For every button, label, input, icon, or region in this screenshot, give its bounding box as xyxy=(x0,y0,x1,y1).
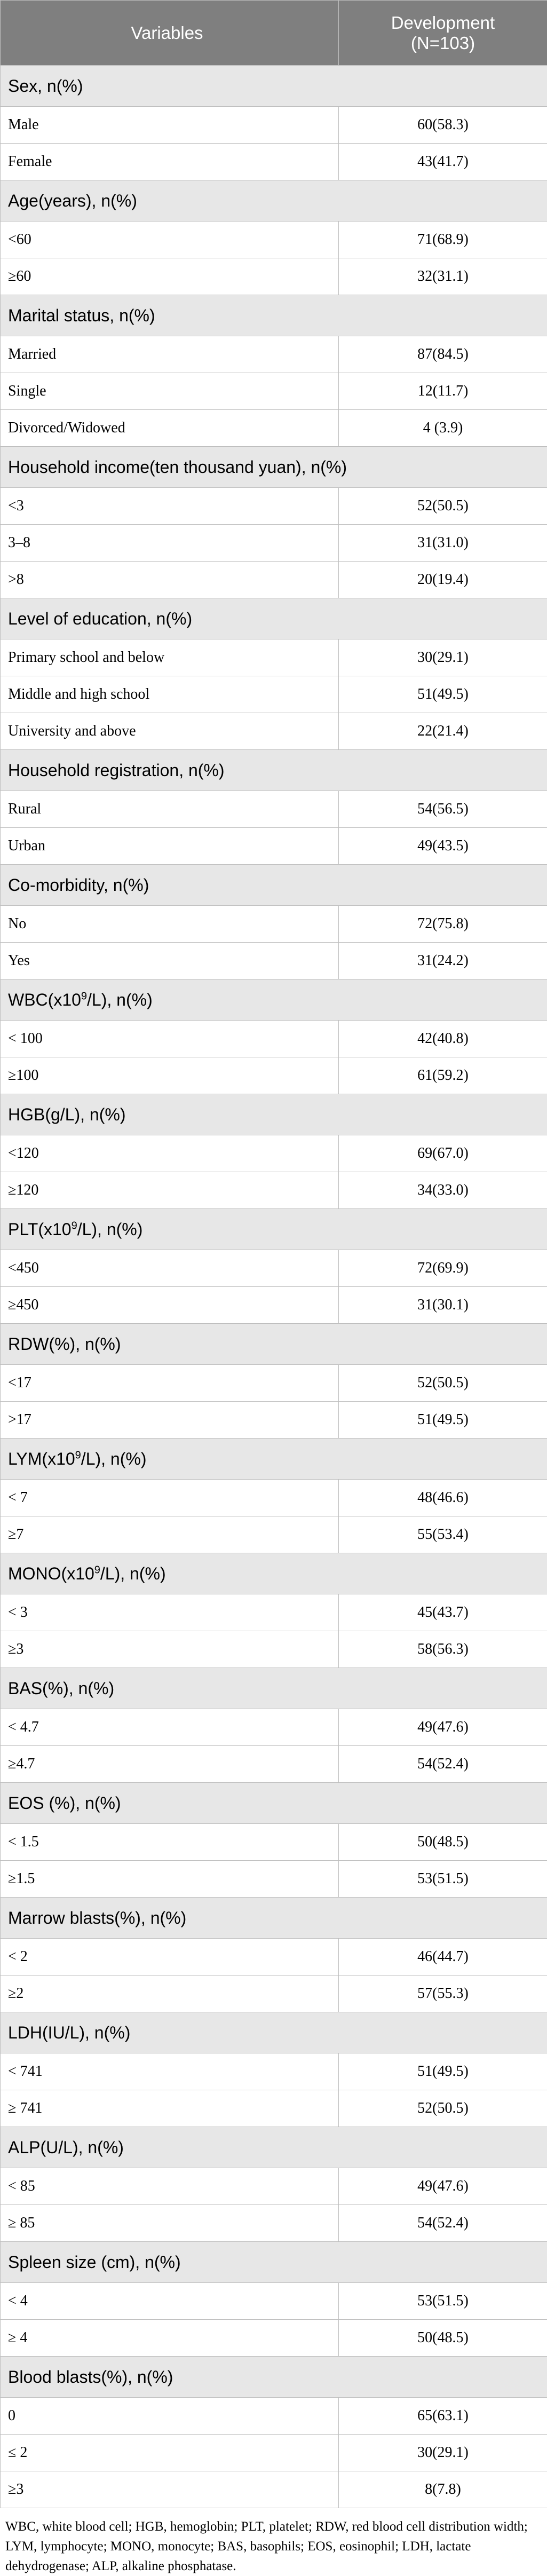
section-row xyxy=(1,2357,547,2398)
row-value: 72(69.9) xyxy=(339,1250,547,1287)
section-title-superscript: 9 xyxy=(75,1449,81,1461)
row-value: 50(48.5) xyxy=(339,2320,547,2357)
row-value: 31(31.0) xyxy=(339,525,547,562)
row-label: <120 xyxy=(1,1135,339,1172)
section-row xyxy=(1,1209,547,1250)
section-row xyxy=(1,1668,547,1709)
row-label: < 4 xyxy=(1,2283,339,2320)
row-value: 69(67.0) xyxy=(339,1135,547,1172)
row-value: 50(48.5) xyxy=(339,1824,547,1861)
row-value: 49(47.6) xyxy=(339,2168,547,2205)
table-row xyxy=(1,828,547,865)
table-row xyxy=(1,1709,547,1746)
table-row xyxy=(1,1824,547,1861)
section-title: Level of education, n(%) xyxy=(1,598,547,639)
table-row xyxy=(1,107,547,144)
table-row xyxy=(1,943,547,979)
table-row xyxy=(1,1746,547,1783)
section-row xyxy=(1,2127,547,2168)
section-title: Spleen size (cm), n(%) xyxy=(1,2242,547,2283)
section-title: ALP(U/L), n(%) xyxy=(1,2127,547,2168)
section-title-post: /L), n(%) xyxy=(77,1220,143,1239)
row-label: Divorced/Widowed xyxy=(1,410,339,447)
section-title: Age(years), n(%) xyxy=(1,180,547,222)
section-title: Sex, n(%) xyxy=(1,66,547,107)
section-row xyxy=(1,66,547,107)
row-label: ≥2 xyxy=(1,1976,339,2012)
row-label: 0 xyxy=(1,2398,339,2435)
row-label: ≥4.7 xyxy=(1,1746,339,1783)
section-row xyxy=(1,598,547,639)
row-label: ≥3 xyxy=(1,2471,339,2508)
row-value: 43(41.7) xyxy=(339,144,547,180)
table-row xyxy=(1,2168,547,2205)
row-label: <450 xyxy=(1,1250,339,1287)
section-title xyxy=(1,1209,547,1250)
row-label: ≥7 xyxy=(1,1516,339,1553)
row-label: Rural xyxy=(1,791,339,828)
row-value: 72(75.8) xyxy=(339,906,547,943)
table-row xyxy=(1,2283,547,2320)
table-row xyxy=(1,713,547,750)
row-label: ≥120 xyxy=(1,1172,339,1209)
table-row xyxy=(1,2090,547,2127)
row-value: 58(56.3) xyxy=(339,1631,547,1668)
row-label: Primary school and below xyxy=(1,639,339,676)
row-value: 55(53.4) xyxy=(339,1516,547,1553)
row-value: 42(40.8) xyxy=(339,1021,547,1057)
table-row xyxy=(1,676,547,713)
row-label: Female xyxy=(1,144,339,180)
row-label: Urban xyxy=(1,828,339,865)
section-title-pre: MONO(x10 xyxy=(8,1564,94,1583)
row-label: <60 xyxy=(1,222,339,258)
row-value: 48(46.6) xyxy=(339,1480,547,1516)
table-row xyxy=(1,2320,547,2357)
section-title: RDW(%), n(%) xyxy=(1,1324,547,1365)
section-title: Household income(ten thousand yuan), n(%) xyxy=(1,447,547,488)
row-value: 65(63.1) xyxy=(339,2398,547,2435)
row-value: 49(47.6) xyxy=(339,1709,547,1746)
table-row xyxy=(1,488,547,525)
section-row xyxy=(1,1553,547,1594)
table-row xyxy=(1,1402,547,1439)
row-label: Middle and high school xyxy=(1,676,339,713)
row-label: <17 xyxy=(1,1365,339,1402)
table-row xyxy=(1,1250,547,1287)
row-value: 87(84.5) xyxy=(339,336,547,373)
section-title: Co-morbidity, n(%) xyxy=(1,865,547,906)
header-development-line1: Development xyxy=(339,13,547,33)
row-label: >8 xyxy=(1,562,339,598)
row-value: 30(29.1) xyxy=(339,2435,547,2471)
table-row xyxy=(1,562,547,598)
section-title: Blood blasts(%), n(%) xyxy=(1,2357,547,2398)
table-row xyxy=(1,1939,547,1976)
section-title-pre: LYM(x10 xyxy=(8,1449,75,1468)
row-label: < 2 xyxy=(1,1939,339,1976)
section-row xyxy=(1,2242,547,2283)
row-value: 31(24.2) xyxy=(339,943,547,979)
table-row xyxy=(1,336,547,373)
table-body xyxy=(1,66,547,2508)
section-row xyxy=(1,1324,547,1365)
row-value: 53(51.5) xyxy=(339,2283,547,2320)
row-value: 54(52.4) xyxy=(339,1746,547,1783)
row-label: < 100 xyxy=(1,1021,339,1057)
section-title-pre: PLT(x10 xyxy=(8,1220,72,1239)
table-header-row xyxy=(1,1,547,66)
section-title-post: /L), n(%) xyxy=(87,990,153,1009)
section-title xyxy=(1,979,547,1021)
row-label: ≥60 xyxy=(1,258,339,295)
section-row xyxy=(1,295,547,336)
section-row xyxy=(1,865,547,906)
row-value: 71(68.9) xyxy=(339,222,547,258)
header-variables: Variables xyxy=(1,1,339,66)
row-value: 8(7.8) xyxy=(339,2471,547,2508)
row-label: ≥ 4 xyxy=(1,2320,339,2357)
row-value: 12(11.7) xyxy=(339,373,547,410)
section-title: Marital status, n(%) xyxy=(1,295,547,336)
row-value: 51(49.5) xyxy=(339,676,547,713)
table-row xyxy=(1,1861,547,1898)
table-row xyxy=(1,906,547,943)
table-row xyxy=(1,1365,547,1402)
section-title-post: /L), n(%) xyxy=(81,1449,147,1468)
table-row xyxy=(1,2435,547,2471)
row-value: 54(52.4) xyxy=(339,2205,547,2242)
header-development-line2: (N=103) xyxy=(339,33,547,53)
row-label: ≤ 2 xyxy=(1,2435,339,2471)
section-title: Household registration, n(%) xyxy=(1,750,547,791)
table-row xyxy=(1,258,547,295)
row-value: 30(29.1) xyxy=(339,639,547,676)
row-value: 51(49.5) xyxy=(339,2053,547,2090)
section-row xyxy=(1,180,547,222)
row-label: Yes xyxy=(1,943,339,979)
table-row xyxy=(1,1631,547,1668)
row-value: 4 (3.9) xyxy=(339,410,547,447)
section-row xyxy=(1,447,547,488)
table-row xyxy=(1,2053,547,2090)
row-value: 34(33.0) xyxy=(339,1172,547,1209)
table-row xyxy=(1,639,547,676)
section-title: EOS (%), n(%) xyxy=(1,1783,547,1824)
row-value: 53(51.5) xyxy=(339,1861,547,1898)
section-row xyxy=(1,1094,547,1135)
row-label: Married xyxy=(1,336,339,373)
section-title-post: /L), n(%) xyxy=(100,1564,166,1583)
row-value: 52(50.5) xyxy=(339,488,547,525)
row-value: 51(49.5) xyxy=(339,1402,547,1439)
table-row xyxy=(1,1516,547,1553)
row-value: 60(58.3) xyxy=(339,107,547,144)
table-row xyxy=(1,410,547,447)
table-row xyxy=(1,1976,547,2012)
row-label: ≥ 741 xyxy=(1,2090,339,2127)
table-row xyxy=(1,373,547,410)
table-row xyxy=(1,1594,547,1631)
section-row xyxy=(1,1439,547,1480)
table-row xyxy=(1,1021,547,1057)
section-title-superscript: 9 xyxy=(81,990,87,1002)
section-row xyxy=(1,1783,547,1824)
row-value: 49(43.5) xyxy=(339,828,547,865)
section-row xyxy=(1,979,547,1021)
row-label: ≥450 xyxy=(1,1287,339,1324)
row-value: 20(19.4) xyxy=(339,562,547,598)
table-row xyxy=(1,2471,547,2508)
row-value: 31(30.1) xyxy=(339,1287,547,1324)
row-label: ≥100 xyxy=(1,1057,339,1094)
table-footnote: WBC, white blood cell; HGB, hemoglobin; PLT, platelet; RDW, red blood cell distribution width; LYM, lymphocyte; MONO, monocyte; BAS, basophils; EOS, eosinophil; LDH, lactate dehydrogenase; ALP, alkaline phosphatase. xyxy=(0,2508,543,2576)
table-row xyxy=(1,791,547,828)
row-label: ≥ 85 xyxy=(1,2205,339,2242)
row-value: 57(55.3) xyxy=(339,1976,547,2012)
section-title: HGB(g/L), n(%) xyxy=(1,1094,547,1135)
table-row xyxy=(1,2205,547,2242)
table-row xyxy=(1,2398,547,2435)
row-label: < 741 xyxy=(1,2053,339,2090)
row-label: < 3 xyxy=(1,1594,339,1631)
row-label: ≥3 xyxy=(1,1631,339,1668)
section-title: BAS(%), n(%) xyxy=(1,1668,547,1709)
row-label: < 7 xyxy=(1,1480,339,1516)
row-value: 52(50.5) xyxy=(339,1365,547,1402)
row-label: Male xyxy=(1,107,339,144)
section-row xyxy=(1,750,547,791)
table-row xyxy=(1,1057,547,1094)
section-title-pre: WBC(x10 xyxy=(8,990,81,1009)
section-title xyxy=(1,1439,547,1480)
row-label: < 1.5 xyxy=(1,1824,339,1861)
row-label: < 85 xyxy=(1,2168,339,2205)
row-value: 22(21.4) xyxy=(339,713,547,750)
table-row xyxy=(1,1480,547,1516)
row-label: University and above xyxy=(1,713,339,750)
row-value: 54(56.5) xyxy=(339,791,547,828)
row-label: < 4.7 xyxy=(1,1709,339,1746)
table-row xyxy=(1,1172,547,1209)
row-value: 52(50.5) xyxy=(339,2090,547,2127)
row-label: >17 xyxy=(1,1402,339,1439)
row-value: 46(44.7) xyxy=(339,1939,547,1976)
row-label: Single xyxy=(1,373,339,410)
section-title: LDH(IU/L), n(%) xyxy=(1,2012,547,2053)
row-label: 3–8 xyxy=(1,525,339,562)
row-value: 61(59.2) xyxy=(339,1057,547,1094)
table-row xyxy=(1,1135,547,1172)
table-row xyxy=(1,525,547,562)
section-title xyxy=(1,1553,547,1594)
section-title: Marrow blasts(%), n(%) xyxy=(1,1898,547,1939)
table-row xyxy=(1,222,547,258)
row-label: No xyxy=(1,906,339,943)
row-value: 45(43.7) xyxy=(339,1594,547,1631)
header-development xyxy=(339,1,547,66)
table-row xyxy=(1,1287,547,1324)
section-title-superscript: 9 xyxy=(94,1564,100,1576)
row-label: ≥1.5 xyxy=(1,1861,339,1898)
row-label: <3 xyxy=(1,488,339,525)
table-row xyxy=(1,144,547,180)
section-row xyxy=(1,1898,547,1939)
section-row xyxy=(1,2012,547,2053)
section-title-superscript: 9 xyxy=(72,1220,77,1231)
row-value: 32(31.1) xyxy=(339,258,547,295)
